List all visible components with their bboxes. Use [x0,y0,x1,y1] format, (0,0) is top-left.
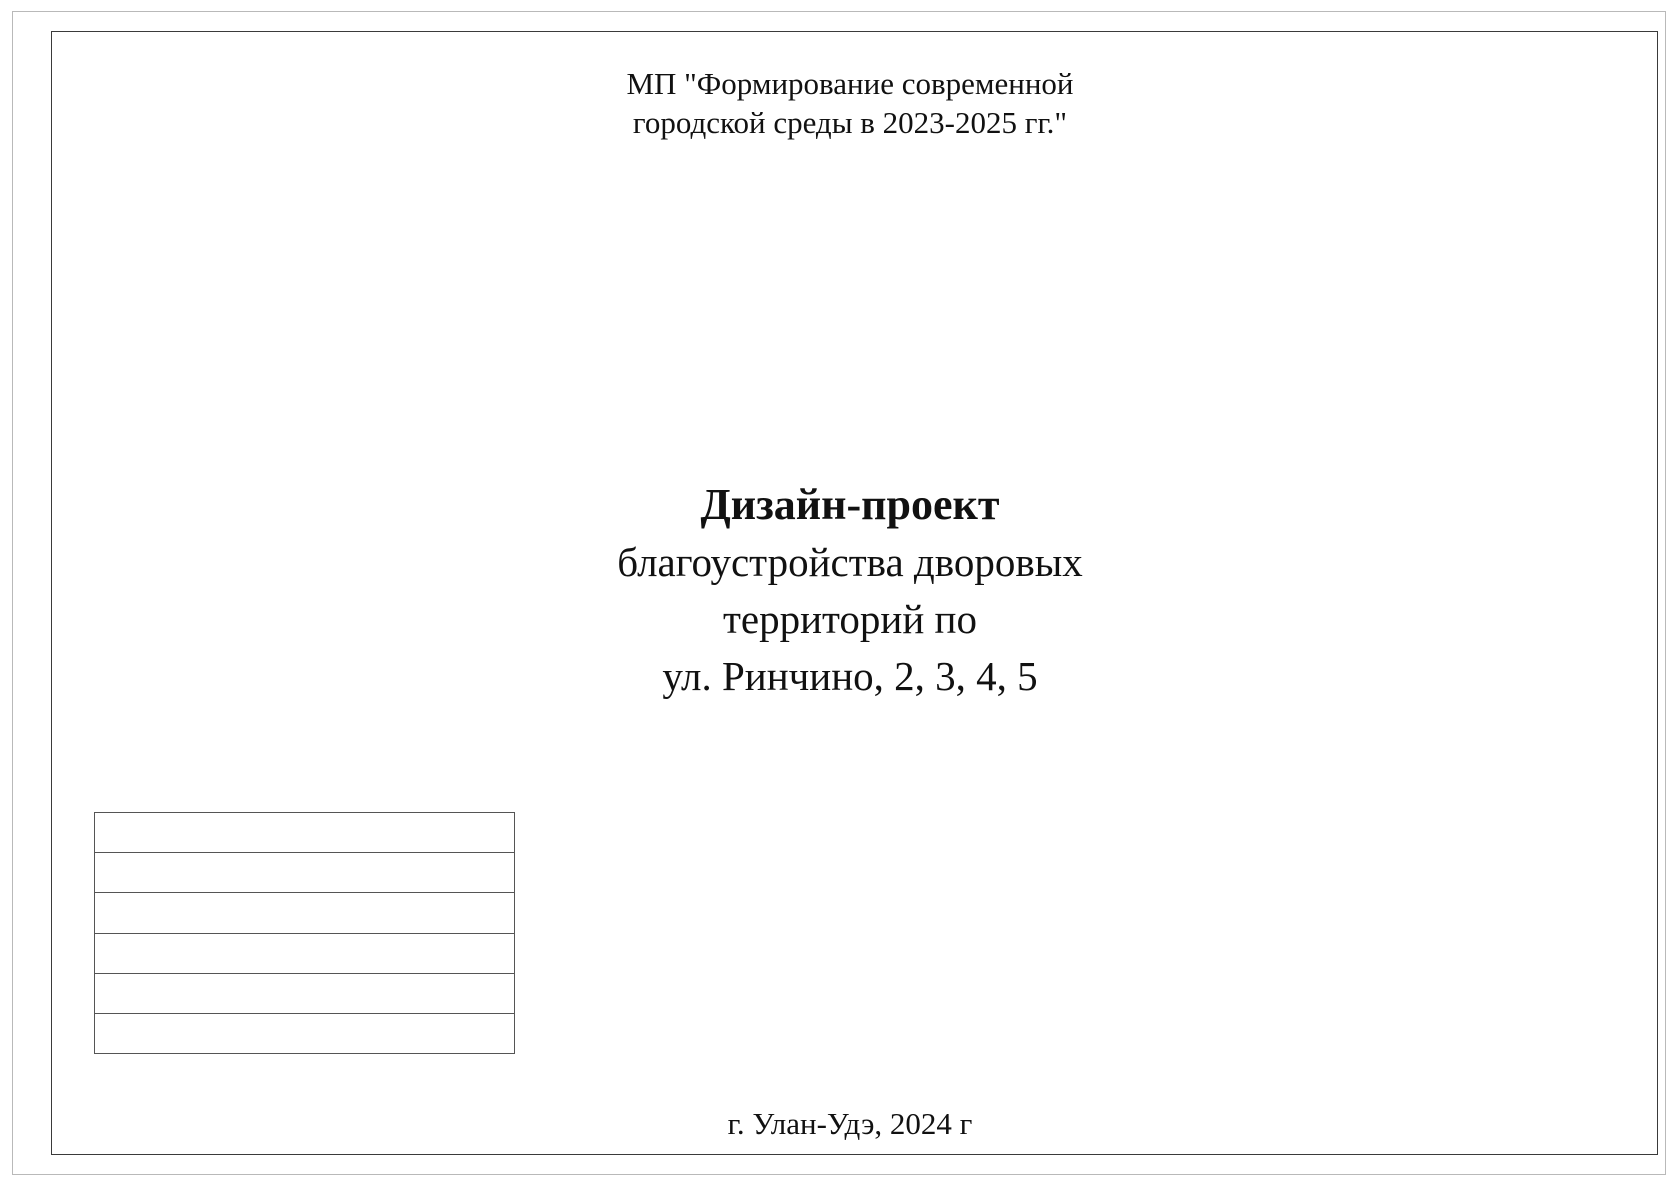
title-line-2: благоустройства дворовых [617,539,1083,585]
stamp-row [95,893,514,933]
program-header [500,64,1200,142]
stamp-row [95,934,514,974]
program-header-line-2: городской среды в 2023-2025 гг." [632,105,1068,140]
stamp-row [95,813,514,853]
approval-stamp-table [94,812,515,1054]
stamp-row [95,853,514,893]
program-header-line-1: МП "Формирование современной [626,66,1074,101]
city-year-footer: г. Улан-Удэ, 2024 г [727,1106,973,1141]
stamp-row [95,1014,514,1053]
title-line-4: ул. Ринчино, 2, 3, 4, 5 [662,653,1038,699]
title-block [450,476,1250,705]
document-title: Дизайн-проект [700,480,1000,529]
stamp-row [95,974,514,1014]
title-line-3: территорий по [722,596,977,642]
